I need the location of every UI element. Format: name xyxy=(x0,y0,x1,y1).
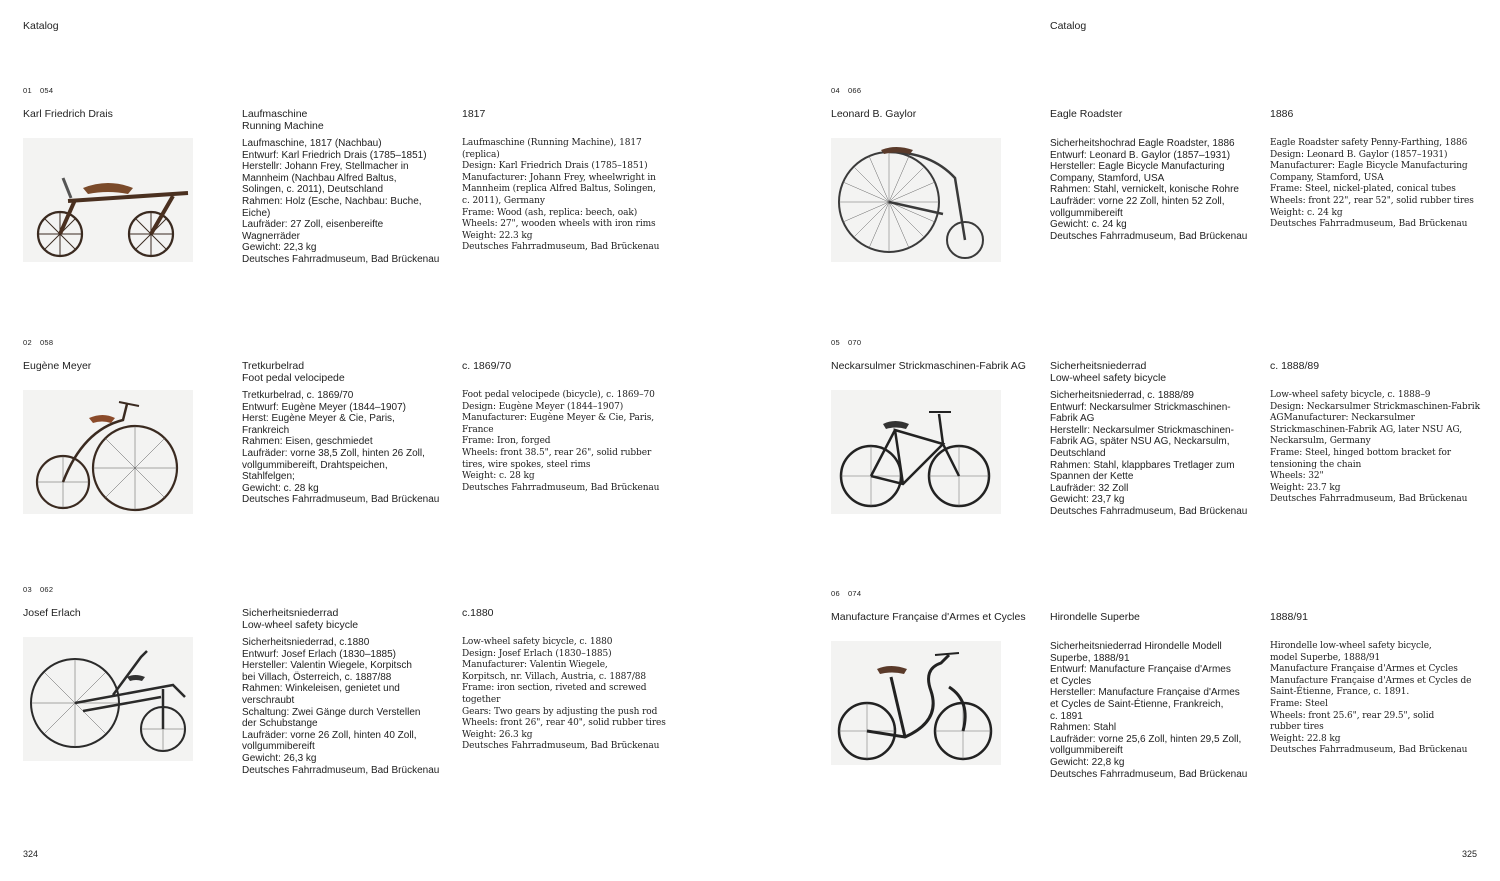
description-line: Weight: 23.7 kg xyxy=(1270,482,1341,493)
description-line: Herstellr: Johann Frey, Stellmacher in xyxy=(242,161,409,173)
description-line: Rahmen: Eisen, geschmiedet xyxy=(242,436,373,448)
description-line: Entwurf: Leonard B. Gaylor (1857–1931) xyxy=(1050,149,1231,161)
entry-index: 03 xyxy=(23,585,32,594)
description-line: Design: Leonard B. Gaylor (1857–1931) xyxy=(1270,149,1448,160)
description-line: Weight: 22.8 kg xyxy=(1270,733,1341,744)
entry-model xyxy=(242,360,442,384)
page-number-right: 325 xyxy=(1462,849,1478,859)
description-line: Superbe, 1888/91 xyxy=(1050,652,1130,664)
entry-index: 06 xyxy=(831,589,840,598)
catalog-entry xyxy=(831,338,1481,588)
description-line: Gears: Two gears by adjusting the push rod xyxy=(462,706,658,717)
description-line: Laufräder: 27 Zoll, eisenbereifte xyxy=(242,219,384,231)
description-line: Eiche) xyxy=(242,207,271,219)
entry-number xyxy=(831,338,861,347)
entry-designer: Manufacture Française d'Armes et Cycles xyxy=(831,611,1026,623)
entry-designer: Josef Erlach xyxy=(23,607,81,619)
description-line: Frame: Wood (ash, replica: beech, oak) xyxy=(462,207,638,218)
model-name-line: Low-wheel safety bicycle xyxy=(1050,372,1167,384)
description-line: Low-wheel safety bicycle, c. 1888–9 xyxy=(1270,390,1431,400)
description-line: Rahmen: Stahl, vernickelt, konische Rohre xyxy=(1050,184,1239,196)
description-line: Entwurf: Eugène Meyer (1844–1907) xyxy=(242,401,406,413)
description-line: Weight: 26.3 kg xyxy=(462,729,533,740)
entry-page-ref: 054 xyxy=(39,86,54,95)
description-line: Wheels: front 38.5", rear 26", solid rubber xyxy=(462,447,652,458)
bicycle-photo xyxy=(23,637,193,761)
entry-designer: Eugène Meyer xyxy=(23,360,92,372)
description-line: Weight: 22.3 kg xyxy=(462,230,533,241)
description-line: Gewicht: c. 28 kg xyxy=(242,482,319,494)
description-line: Manufacturer: Johann Frey, wheelwright in xyxy=(462,172,656,183)
page-number-left: 324 xyxy=(23,849,39,859)
description-line: Manufacture Française d'Armes et Cycles de xyxy=(1270,675,1472,686)
description-german xyxy=(1050,390,1250,518)
entry-index: 02 xyxy=(23,338,32,347)
description-line: Deutsches Fahrradmuseum, Bad Brückenau xyxy=(462,741,660,752)
description-line: Saint-Étienne, France, c. 1891. xyxy=(1270,687,1410,698)
description-line: Entwurf: Neckarsulmer Strickmaschinen- xyxy=(1050,401,1231,413)
description-line: Gewicht: 26,3 kg xyxy=(242,752,317,764)
description-line: Entwurf: Josef Erlach (1830–1885) xyxy=(242,648,396,660)
bicycle-photo xyxy=(831,390,1001,514)
catalog-entry xyxy=(831,589,1481,839)
description-english xyxy=(1270,138,1475,231)
description-line: Gewicht: 23,7 kg xyxy=(1050,494,1125,506)
description-line: Gewicht: c. 24 kg xyxy=(1050,219,1127,231)
model-name-line: Tretkurbelrad xyxy=(242,360,305,372)
description-line: Frame: Iron, forged xyxy=(462,436,551,447)
description-line: Wheels: front 22", rear 52", solid rubber tires xyxy=(1270,195,1474,206)
description-english xyxy=(1270,390,1480,506)
description-line: et Cycles de Saint-Étienne, Frankreich, xyxy=(1050,698,1224,710)
description-line: c. 2011), Germany xyxy=(462,195,545,206)
description-line: Design: Neckarsulmer Strickmaschinen-Fabrik xyxy=(1270,401,1480,412)
description-line: Deutsches Fahrradmuseum, Bad Brückenau xyxy=(242,253,440,265)
description-line: Weight: c. 24 kg xyxy=(1270,207,1343,218)
description-line: Manufacturer: Eagle Bicycle Manufacturing xyxy=(1270,161,1468,172)
description-line: Frame: Steel, hinged bottom bracket for xyxy=(1270,447,1451,458)
entry-index: 04 xyxy=(831,86,840,95)
running-header-left: Katalog xyxy=(23,20,59,32)
description-line: Laufräder: vorne 25,6 Zoll, hinten 29,5 Zoll, xyxy=(1050,733,1242,745)
description-line: Company, Stamford, USA xyxy=(1270,172,1384,183)
bicycle-photo xyxy=(23,138,193,262)
description-line: tires, wire spokes, steel rims xyxy=(462,459,591,470)
description-german xyxy=(242,390,442,506)
model-name-line: Laufmaschine xyxy=(242,108,308,120)
entry-page-ref: 058 xyxy=(39,338,54,347)
description-line: Wheels: front 26", rear 40", solid rubber tires xyxy=(462,718,666,729)
description-line: Korpitsch, nr. Villach, Austria, c. 1887/88 xyxy=(462,671,647,682)
description-line: Frame: Steel, nickel-plated, conical tubes xyxy=(1270,184,1456,195)
description-line: Manufacturer: Valentin Wiegele, xyxy=(462,660,608,671)
description-line: Eagle Roadster safety Penny-Farthing, 1886 xyxy=(1270,138,1468,148)
entry-date: 1886 xyxy=(1270,108,1294,120)
description-line: tensioning the chain xyxy=(1270,459,1362,470)
description-line: model Superbe, 1888/91 xyxy=(1270,652,1381,663)
entry-date: c. 1888/89 xyxy=(1270,360,1320,372)
description-line: Low-wheel safety bicycle, c. 1880 xyxy=(462,637,613,647)
description-line: Stahlfelgen; xyxy=(242,471,295,483)
description-line: Laufmaschine (Running Machine), 1817 xyxy=(462,138,642,148)
entry-date: c. 1869/70 xyxy=(462,360,512,372)
description-line: Design: Karl Friedrich Drais (1785–1851) xyxy=(462,161,648,172)
description-line: Rahmen: Stahl xyxy=(1050,722,1117,734)
description-line: Herstellr: Neckarsulmer Strickmaschinen- xyxy=(1050,424,1234,436)
entry-page-ref: 074 xyxy=(847,589,862,598)
description-english xyxy=(462,637,667,753)
description-line: Deutsches Fahrradmuseum, Bad Brückenau xyxy=(1050,505,1248,517)
description-line: et Cycles xyxy=(1050,675,1092,687)
description-line: Herst: Eugène Meyer & Cie, Paris, xyxy=(242,413,395,425)
description-line: Design: Eugène Meyer (1844–1907) xyxy=(462,401,624,412)
entry-model xyxy=(1050,611,1250,623)
description-line: Sicherheitsniederrad, c.1880 xyxy=(242,637,370,648)
entry-page-ref: 070 xyxy=(847,338,862,347)
description-line: Deutsches Fahrradmuseum, Bad Brückenau xyxy=(462,482,660,493)
description-german xyxy=(242,637,442,776)
description-line: Deutsches Fahrradmuseum, Bad Brückenau xyxy=(242,494,440,506)
description-line: Rahmen: Winkeleisen, genietet und xyxy=(242,683,400,695)
description-english xyxy=(462,138,667,254)
description-line: Laufräder: vorne 38,5 Zoll, hinten 26 Zoll, xyxy=(242,447,425,459)
entry-date: 1817 xyxy=(462,108,486,120)
description-line: bei Villach, Österreich, c. 1887/88 xyxy=(242,671,392,683)
entry-model xyxy=(1050,360,1250,384)
description-line: vollgummibereift xyxy=(1050,207,1123,219)
description-line: Deutsches Fahrradmuseum, Bad Brückenau xyxy=(1270,219,1468,230)
entry-index: 01 xyxy=(23,86,32,95)
model-name-line: Running Machine xyxy=(242,120,324,132)
description-line: Design: Josef Erlach (1830–1885) xyxy=(462,648,612,659)
description-line: Gewicht: 22,3 kg xyxy=(242,242,317,254)
catalog-entry xyxy=(23,585,673,835)
model-name-line: Eagle Roadster xyxy=(1050,108,1123,120)
entry-designer: Neckarsulmer Strickmaschinen-Fabrik AG xyxy=(831,360,1026,372)
model-name-line: Hirondelle Superbe xyxy=(1050,611,1140,623)
description-line: rubber tires xyxy=(1270,722,1324,733)
description-german xyxy=(1050,138,1250,242)
description-line: Deutsches Fahrradmuseum, Bad Brückenau xyxy=(1270,745,1468,756)
description-line: Fabrik AG, später NSU AG, Neckarsulm, xyxy=(1050,436,1230,448)
description-line: Hersteller: Valentin Wiegele, Korpitsch xyxy=(242,660,412,672)
running-header-right: Catalog xyxy=(1050,20,1087,32)
entry-number xyxy=(23,338,53,347)
description-line: Neckarsulm, Germany xyxy=(1270,436,1371,447)
catalog-entry xyxy=(23,86,673,336)
description-line: Fabrik AG xyxy=(1050,413,1095,425)
description-line: Deutschland xyxy=(1050,447,1106,459)
entry-number xyxy=(831,589,861,598)
description-line: vollgummibereift xyxy=(1050,745,1123,757)
description-line: Frame: Steel xyxy=(1270,698,1328,709)
description-line: Deutsches Fahrradmuseum, Bad Brückenau xyxy=(462,242,660,253)
description-line: Manufacture Française d'Armes et Cycles xyxy=(1270,664,1458,675)
description-line: Deutsches Fahrradmuseum, Bad Brückenau xyxy=(1050,230,1248,242)
description-line: der Schubstange xyxy=(242,718,318,730)
description-line: Frankreich xyxy=(242,424,290,436)
description-line: together xyxy=(462,694,501,705)
description-line: Hersteller: Manufacture Française d'Armes xyxy=(1050,687,1240,699)
catalog-entry xyxy=(831,86,1481,336)
description-line: Rahmen: Stahl, klappbares Tretlager zum xyxy=(1050,459,1235,471)
bicycle-photo xyxy=(831,641,1001,765)
description-line: Spannen der Kette xyxy=(1050,471,1134,483)
description-line: AGManufacturer: Neckarsulmer xyxy=(1270,413,1415,424)
description-line: Wheels: front 25.6", rear 29.5", solid xyxy=(1270,710,1435,721)
description-german xyxy=(1050,641,1250,780)
entry-index: 05 xyxy=(831,338,840,347)
description-line: Laufmaschine, 1817 (Nachbau) xyxy=(242,138,382,149)
description-line: Frame: iron section, riveted and screwed xyxy=(462,683,647,694)
description-line: Weight: c. 28 kg xyxy=(462,471,535,482)
model-name-line: Low-wheel safety bicycle xyxy=(242,619,359,631)
entry-page-ref: 066 xyxy=(847,86,862,95)
entry-number xyxy=(23,86,53,95)
description-line: c. 1891 xyxy=(1050,710,1083,722)
entry-model xyxy=(242,108,442,132)
description-line: Mannheim (replica Alfred Baltus, Solingen, xyxy=(462,184,656,195)
description-line: France xyxy=(462,424,494,435)
description-english xyxy=(462,390,667,494)
entry-number xyxy=(23,585,53,594)
description-line: Entwurf: Karl Friedrich Drais (1785–1851) xyxy=(242,149,427,161)
description-line: Hirondelle low-wheel safety bicycle, xyxy=(1270,641,1432,651)
model-name-line: Foot pedal velocipede xyxy=(242,372,345,384)
description-english xyxy=(1270,641,1475,757)
description-line: Sicherheitshochrad Eagle Roadster, 1886 xyxy=(1050,138,1235,149)
description-german xyxy=(242,138,442,266)
entry-number xyxy=(831,86,861,95)
description-line: Sicherheitsniederrad, c. 1888/89 xyxy=(1050,390,1194,401)
description-line: Mannheim (Nachbau Alfred Baltus, xyxy=(242,172,397,184)
entry-designer: Leonard B. Gaylor xyxy=(831,108,917,120)
catalog-entry xyxy=(23,338,673,588)
entry-date: c.1880 xyxy=(462,607,494,619)
description-line: Solingen, c. 2011), Deutschland xyxy=(242,184,384,196)
description-line: Gewicht: 22,8 kg xyxy=(1050,756,1125,768)
description-line: Company, Stamford, USA xyxy=(1050,172,1165,184)
description-line: vollgummibereift, Drahtspeichen, xyxy=(242,459,388,471)
description-line: Deutsches Fahrradmuseum, Bad Brückenau xyxy=(242,764,440,776)
model-name-line: Sicherheitsniederrad xyxy=(242,607,339,619)
entry-date: 1888/91 xyxy=(1270,611,1308,623)
description-line: (replica) xyxy=(462,149,500,160)
description-line: Schaltung: Zwei Gänge durch Verstellen xyxy=(242,706,421,718)
model-name-line: Sicherheitsniederrad xyxy=(1050,360,1147,372)
description-line: Wheels: 27", wooden wheels with iron rims xyxy=(462,219,656,230)
description-line: Deutsches Fahrradmuseum, Bad Brückenau xyxy=(1050,768,1248,780)
description-line: Foot pedal velocipede (bicycle), c. 1869–70 xyxy=(462,390,655,400)
description-line: Entwurf: Manufacture Française d'Armes xyxy=(1050,664,1231,676)
bicycle-photo xyxy=(23,390,193,514)
entry-designer: Karl Friedrich Drais xyxy=(23,108,113,120)
description-line: Laufräder: 32 Zoll xyxy=(1050,482,1129,494)
description-line: Laufräder: vorne 22 Zoll, hinten 52 Zoll, xyxy=(1050,195,1225,207)
description-line: Hersteller: Eagle Bicycle Manufacturing xyxy=(1050,161,1225,173)
description-line: vollgummibereift xyxy=(242,741,315,753)
description-line: Tretkurbelrad, c. 1869/70 xyxy=(242,390,354,401)
description-line: Wagnerräder xyxy=(242,230,300,242)
description-line: Rahmen: Holz (Esche, Nachbau: Buche, xyxy=(242,195,422,207)
entry-page-ref: 062 xyxy=(39,585,54,594)
description-line: Laufräder: vorne 26 Zoll, hinten 40 Zoll, xyxy=(242,729,417,741)
description-line: verschraubt xyxy=(242,694,295,706)
description-line: Manufacturer: Eugène Meyer & Cie, Paris, xyxy=(462,413,655,424)
bicycle-photo xyxy=(831,138,1001,262)
entry-model xyxy=(242,607,442,631)
entry-model xyxy=(1050,108,1250,120)
description-line: Deutsches Fahrradmuseum, Bad Brückenau xyxy=(1270,494,1468,505)
description-line: Wheels: 32" xyxy=(1270,471,1324,482)
description-line: Sicherheitsniederrad Hirondelle Modell xyxy=(1050,641,1222,652)
description-line: Strickmaschinen-Fabrik AG, later NSU AG, xyxy=(1270,424,1463,435)
